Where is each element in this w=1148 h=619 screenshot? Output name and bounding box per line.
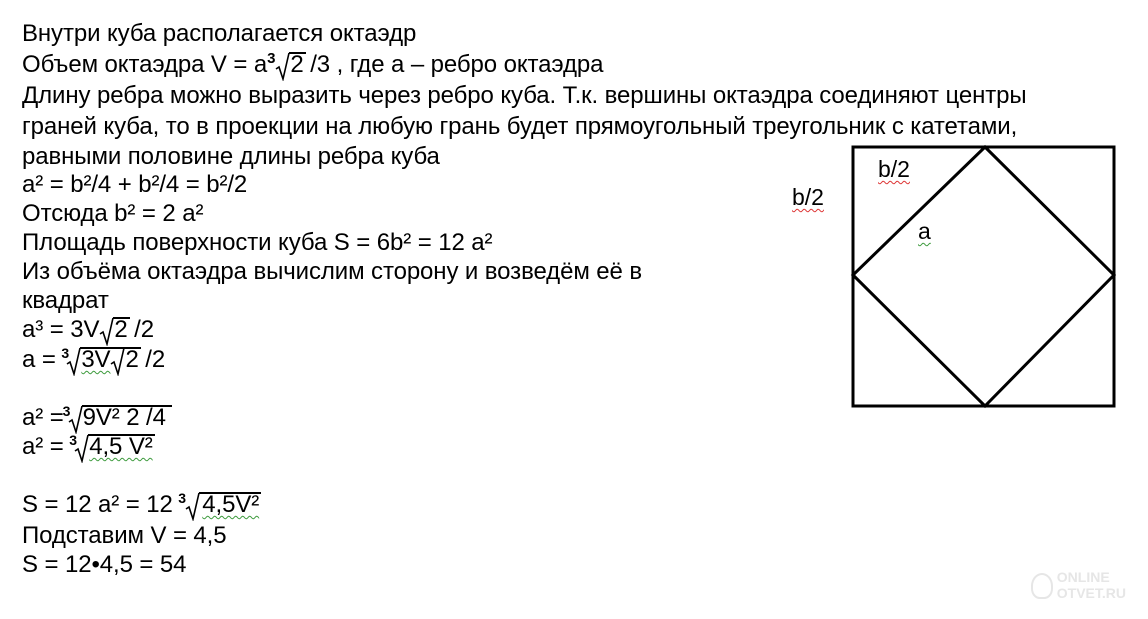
exponent: 3 (267, 50, 276, 67)
text-line-3: Длину ребра можно выразить через ребро куба. Т.к. вершины октаэдра соединяют центры (22, 82, 1027, 109)
watermark-line-1: ONLINE (1056, 569, 1110, 585)
octahedron-projection-rhombus (853, 147, 1114, 406)
text-substitute: Подставим V = 4,5 (22, 522, 227, 549)
text-s-formula: S = 12 a² = 12 (22, 491, 180, 518)
text-a-cubed: a³ = 3V (22, 316, 100, 343)
label-side-left: b/2 (792, 184, 824, 210)
text-divisor: /2 (138, 346, 166, 373)
text-line-1: Внутри куба располагается октаэдр (22, 20, 417, 47)
label-edge-a: a (918, 218, 931, 244)
root-index: 3 (69, 432, 77, 448)
radicand: 4,5V² (202, 491, 260, 518)
label-top: b/2 (878, 156, 910, 182)
lightbulb-icon (1031, 573, 1053, 599)
radicand: 2 (114, 316, 128, 343)
text-a-squared: a² = (22, 433, 71, 460)
text-volume-formula: Объем октаэдра V = a (22, 51, 268, 78)
text-a-squared: a² = (22, 404, 64, 431)
cube-face-square (853, 147, 1114, 406)
radicand: 2 (125, 346, 139, 373)
text-line-4: граней куба, то в проекции на любую грань будет прямоугольный треугольник с катетами, (22, 113, 1018, 140)
watermark-logo (1057, 569, 1126, 601)
text-answer: S = 12•4,5 = 54 (22, 551, 187, 578)
radicand-3v: 3V (81, 346, 111, 373)
text-line-10: квадрат (22, 287, 109, 314)
text-line-9: Из объёма октаэдра вычислим сторону и возведём её в (22, 258, 643, 285)
radicand: 2 (290, 51, 304, 78)
radicand: 9V² 2 /4 (82, 404, 166, 431)
text-line-5: равными половине длины ребра куба (22, 143, 440, 170)
text-a-equals: a = (22, 346, 63, 373)
text-volume-tail: /3 , где а – ребро октаэдра (303, 51, 604, 78)
text-line-8: Площадь поверхности куба S = 6b² = 12 a² (22, 229, 493, 256)
root-index: 3 (178, 490, 186, 506)
watermark-line-2: OTVET.RU (1056, 585, 1126, 601)
text-divisor: /2 (127, 316, 154, 343)
radicand: 4,5 V² (89, 433, 153, 460)
root-index: 3 (61, 345, 69, 361)
text-line-7: Отсюда b² = 2 a² (22, 200, 204, 227)
text-line-6: a² = b²/4 + b²/4 = b²/2 (22, 171, 248, 198)
root-index: 3 (62, 403, 71, 419)
